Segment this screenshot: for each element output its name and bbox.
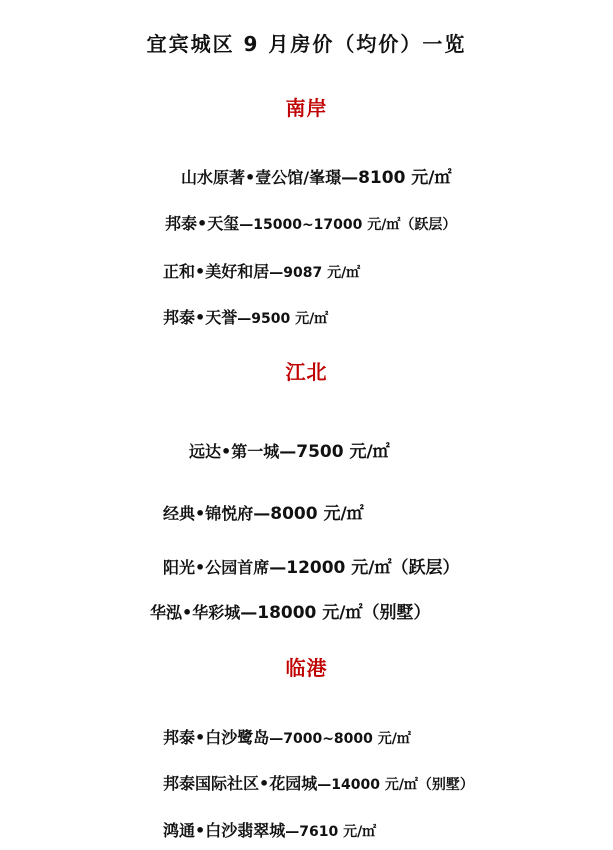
list-item <box>165 211 456 234</box>
property-name: 鸿通•白沙翡翠城 <box>163 821 286 840</box>
property-name: 经典•锦悦府 <box>163 504 254 523</box>
property-price: —15000~17000 元/㎡（跃层） <box>239 217 457 233</box>
page-title: 宜宾城区 9 月房价（均价）一览 <box>146 32 467 56</box>
list-item <box>163 553 460 578</box>
property-price: —9087 元/㎡ <box>269 265 361 281</box>
property-price: —12000 元/㎡（跃层） <box>269 558 460 578</box>
list-item <box>181 163 452 188</box>
property-price: —9500 元/㎡ <box>237 311 329 327</box>
list-item <box>150 598 431 623</box>
list-item <box>163 305 328 328</box>
property-name: 正和•美好和居 <box>163 262 270 281</box>
section-title-jiangbei: 江北 <box>285 360 328 384</box>
property-price: —14000 元/㎡（别墅） <box>317 777 474 793</box>
section-title-nanan: 南岸 <box>285 96 328 120</box>
list-item <box>163 259 360 282</box>
property-price: —7000~8000 元/㎡ <box>269 731 411 747</box>
property-price: —8000 元/㎡ <box>253 504 364 524</box>
property-name: 邦泰•天玺 <box>165 214 240 233</box>
property-name: 远达•第一城 <box>189 442 280 461</box>
property-price: —7500 元/㎡ <box>279 442 390 462</box>
property-name: 邦泰•白沙鹭岛 <box>163 728 270 747</box>
list-item <box>189 437 390 462</box>
property-price: —18000 元/㎡（别墅） <box>240 603 431 623</box>
section-title-lingang: 临港 <box>285 656 328 680</box>
property-price: —8100 元/㎡ <box>341 168 452 188</box>
property-name: 华泓•华彩城 <box>150 603 241 622</box>
list-item <box>163 499 364 524</box>
property-price: —7610 元/㎡ <box>285 824 377 840</box>
property-name: 阳光•公园首席 <box>163 558 270 577</box>
list-item <box>163 771 474 794</box>
property-name: 邦泰•天誉 <box>163 308 238 327</box>
property-name: 邦泰国际社区•花园城 <box>163 774 318 793</box>
list-item <box>163 725 411 748</box>
property-name: 山水原著•壹公馆/峯璟 <box>181 168 342 187</box>
list-item <box>163 818 376 841</box>
